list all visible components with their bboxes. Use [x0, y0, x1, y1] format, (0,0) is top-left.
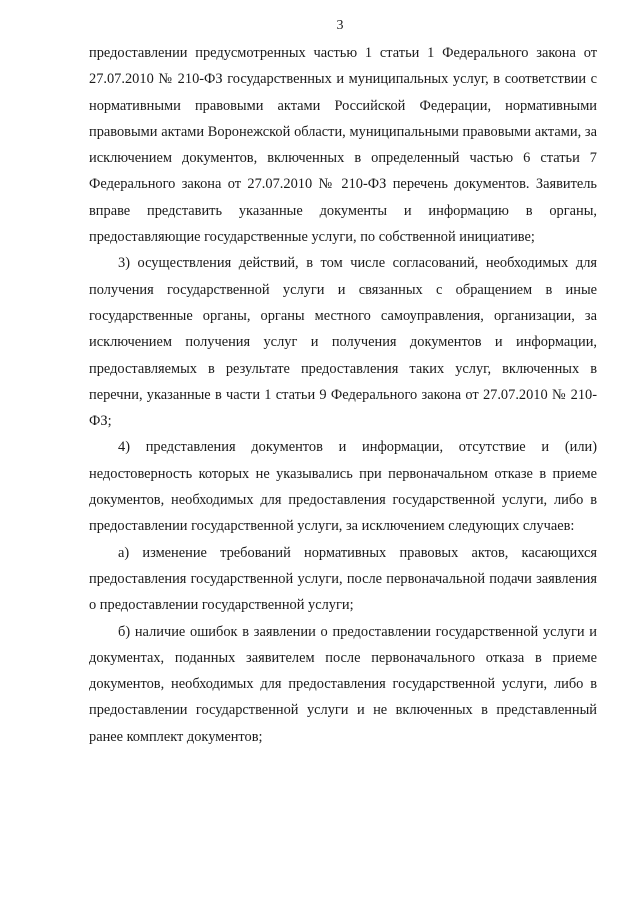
- paragraph-item-4: 4) представления документов и информации, отсутствие и (или) недостоверность которых не указывались при первоначальном отказе в приеме документов, необходимых для предоставления государственной услуги, либо в предоставлении государственной услуги, за исключением следующих случаев:: [89, 439, 597, 535]
- paragraph-subitem-b: б) наличие ошибок в заявлении о предоставлении государственной услуги и документах, поданных заявителем после первоначального отказа в приеме документов, необходимых для предоставления государственной услуги, либо в предоставлении государственной услуги и не включенных в представленный ранее комплект документов;: [89, 623, 597, 745]
- document-body: [89, 40, 597, 750]
- page-number: 3: [336, 18, 344, 33]
- paragraph-subitem-a: а) изменение требований нормативных правовых актов, касающихся предоставления государственной услуги, после первоначальной подачи заявления о предоставлении государственной услуги;: [89, 544, 597, 614]
- paragraph-continued: предоставлении предусмотренных частью 1 статьи 1 Федерального закона от 27.07.2010 № 210-ФЗ государственных и муниципальных услуг, в соответствии с нормативными правовыми актами Российской Федерации, нормативными правовыми актами Воронежской области, муниципальными правовыми актами, за исключением документов, включенных в определенный частью 6 статьи 7 Федерального закона от 27.07.2010 № 210-ФЗ перечень документов. Заявитель вправе представить указанные документы и информацию в органы, предоставляющие государственные услуги, по собственной инициативе;: [89, 45, 597, 246]
- paragraph-item-3: 3) осуществления действий, в том числе согласований, необходимых для получения государственной услуги и связанных с обращением в иные государственные органы, органы местного самоуправления, организации, за исключением получения услуг и получения документов и информации, предоставляемых в результате предоставления таких услуг, включенных в перечни, указанные в части 1 статьи 9 Федерального закона от 27.07.2010 № 210-ФЗ;: [89, 255, 597, 430]
